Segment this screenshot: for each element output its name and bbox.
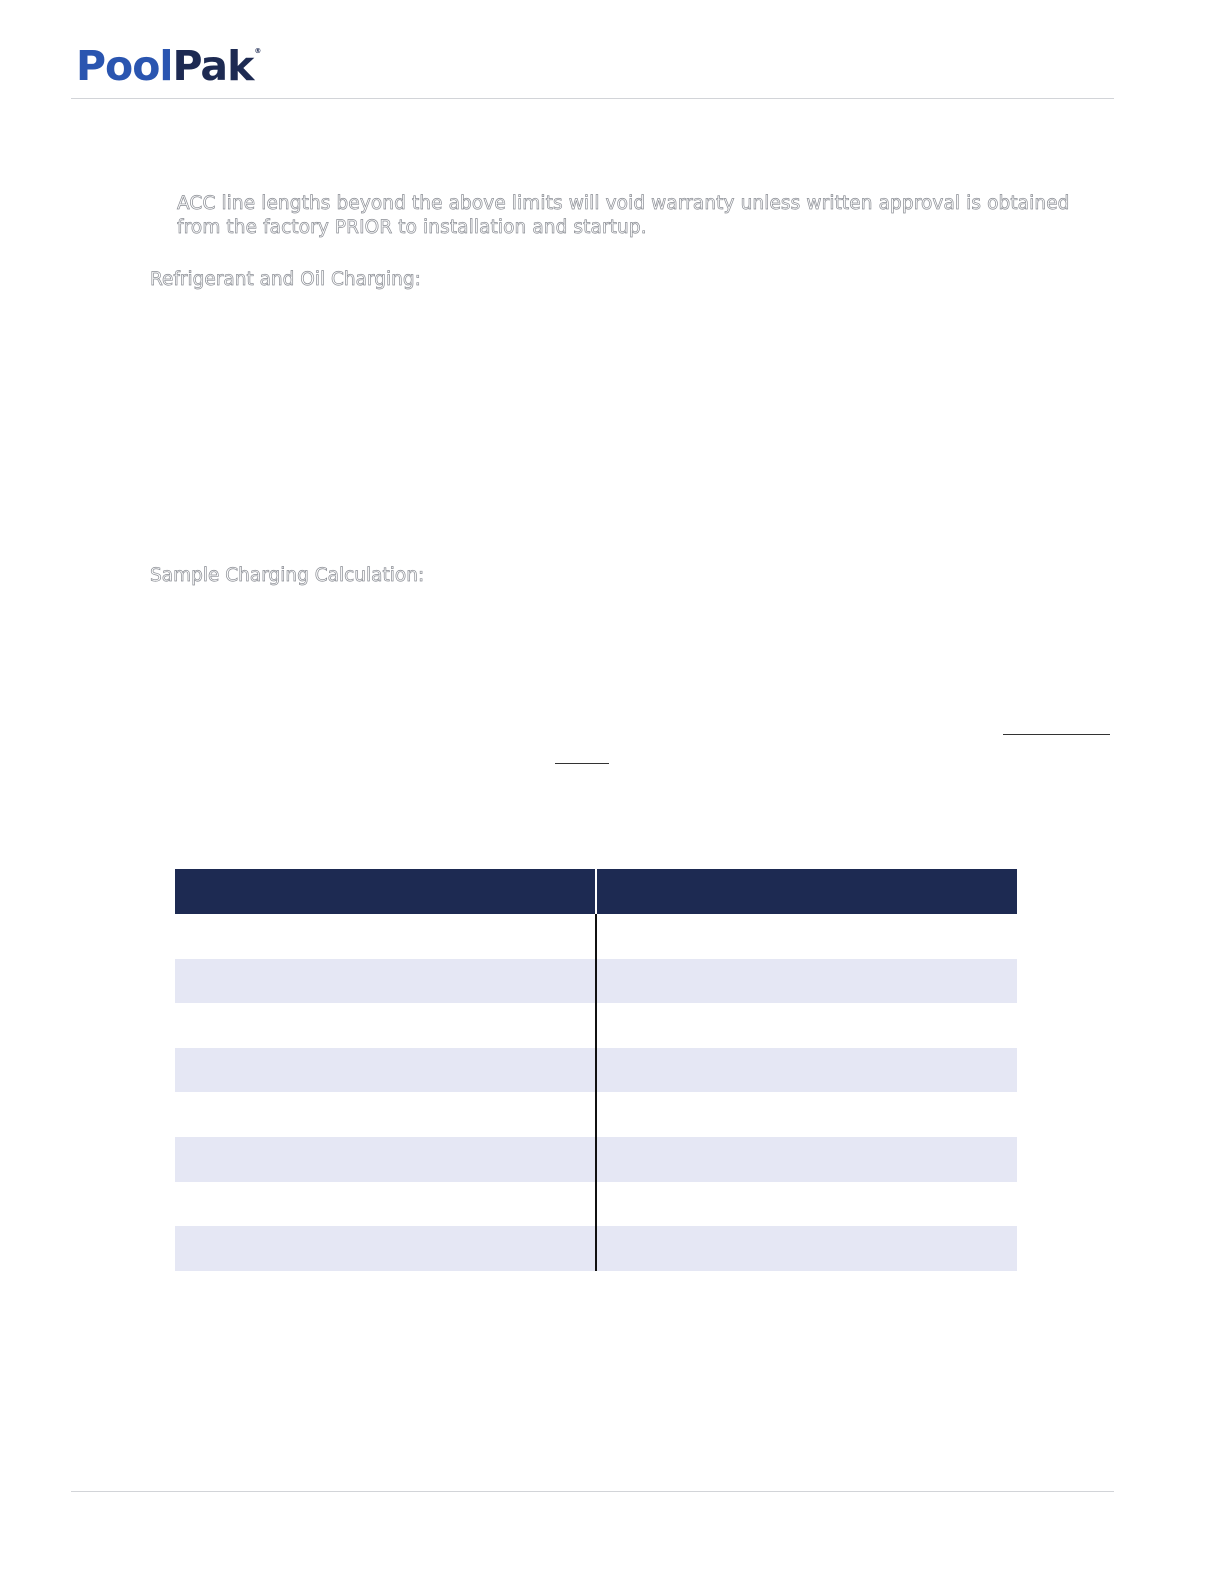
table-header-cell	[596, 869, 1017, 914]
table-row	[175, 1003, 1017, 1048]
table-cell	[175, 1003, 596, 1048]
heading-sample-charging-calculation: Sample Charging Calculation:	[150, 565, 425, 586]
table-row	[175, 1092, 1017, 1137]
table-row	[175, 1137, 1017, 1182]
table-cell	[596, 1137, 1017, 1182]
registered-mark: ®	[254, 47, 262, 55]
table-header-row	[175, 869, 1017, 914]
poolpak-logo	[76, 44, 261, 88]
table-cell	[596, 959, 1017, 1004]
table-row	[175, 1226, 1017, 1271]
warranty-note: ACC line lengths beyond the above limits will void warranty unless written approval is obtained from the factory PRIOR to installation and startup.	[177, 193, 1070, 238]
footer-divider	[71, 1491, 1114, 1492]
table-cell	[175, 1092, 596, 1137]
table-cell	[175, 1226, 596, 1271]
table-row	[175, 914, 1017, 959]
table-cell	[175, 1048, 596, 1093]
table-cell	[596, 1048, 1017, 1093]
table-row	[175, 1182, 1017, 1227]
table-cell	[175, 1182, 596, 1227]
header-divider	[71, 98, 1114, 99]
table-cell	[175, 959, 596, 1004]
table-cell	[596, 1003, 1017, 1048]
table-cell	[596, 914, 1017, 959]
heading-refrigerant-oil-charging: Refrigerant and Oil Charging:	[150, 269, 421, 290]
table-cell	[596, 1092, 1017, 1137]
table-cell	[175, 1137, 596, 1182]
logo-text-pak: Pak	[172, 42, 254, 90]
table-cell	[596, 1226, 1017, 1271]
logo-text-pool: Pool	[76, 42, 173, 90]
table-header-cell	[175, 869, 596, 914]
underline-mark	[555, 763, 609, 764]
charging-table	[175, 869, 1017, 1271]
table-cell	[175, 914, 596, 959]
table-cell	[596, 1182, 1017, 1227]
table-row	[175, 1048, 1017, 1093]
underline-mark	[1003, 734, 1110, 735]
table-row	[175, 959, 1017, 1004]
